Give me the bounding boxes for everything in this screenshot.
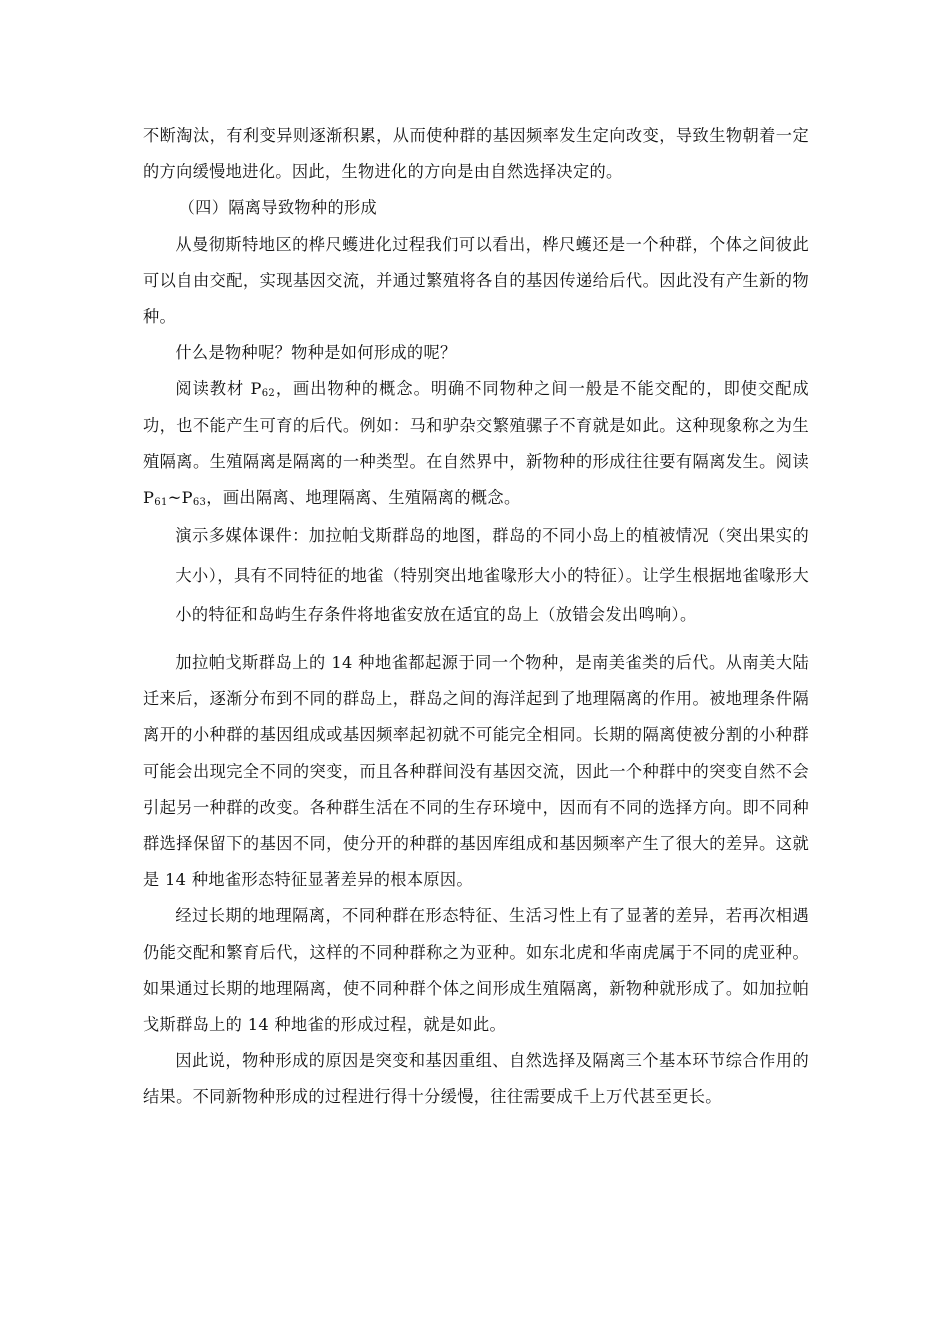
section-heading-isolation: （四）隔离导致物种的形成 bbox=[178, 198, 378, 218]
paragraph-subspecies: 经过长期的地理隔离，不同种群在形态特征、生活习性上有了显著的差异，若再次相遇仍能交配和繁育后代，这样的不同种群称之为亚种。如东北虎和华南虎属于不同的虎亚种。如果通过长期的地理隔离，使不同种群个体之间形成生殖隔离，新物种就形成了。如加拉帕戈斯群岛上的 14 种地雀的形成过程，就是如此。 bbox=[143, 906, 809, 1035]
paragraph-multimedia-demo: 演示多媒体课件：加拉帕戈斯群岛的地图，群岛的不同小岛上的植被情况（突出果实的大小），具有不同特征的地雀（特别突出地雀喙形大小的特征）。让学生根据地雀喙形大小的特征和岛屿生存条件将地雀安放在适宜的岛上（放错会发出鸣响）。 bbox=[175, 526, 809, 625]
text-run: ，画出物种的概念。明确不同物种之间一般是不能交配的，即使交配成功，也不能产生可育的后代。例如：马和驴杂交繁殖骡子不育就是如此。这种现象称之为生殖隔离。生殖隔离是隔离的一种类型。在自然界中，新物种的形成往往要有隔离发生。阅读 P bbox=[143, 379, 809, 508]
paragraph-peppered-moth: 从曼彻斯特地区的桦尺蠖进化过程我们可以看出，桦尺蠖还是一个种群，个体之间彼此可以自由交配，实现基因交流，并通过繁殖将各自的基因传递给后代。因此没有产生新的物种。 bbox=[143, 234, 809, 327]
paragraph-galapagos-finches: 加拉帕戈斯群岛上的 14 种地雀都起源于同一个物种，是南美雀类的后代。从南美大陆迁来后，逐渐分布到不同的群岛上，群岛之间的海洋起到了地理隔离的作用。被地理条件隔离开的小种群的基因组成或基因频率起初就不可能完全相同。长期的隔离使被分割的小种群可能会出现完全不同的突变，而且各种群间没有基因交流，因此一个种群中的突变自然不会引起另一种群的改变。各种群生活在不同的生存环境中，因而有不同的选择方向。即不同种群选择保留下的基因不同，使分开的种群的基因库组成和基因频率产生了很大的差异。这就是 14 种地雀形态特征显著差异的根本原因。 bbox=[143, 653, 809, 890]
text-run: 阅读教材 P bbox=[175, 379, 262, 399]
text-run: ，画出隔离、地理隔离、生殖隔离的概念。 bbox=[206, 488, 521, 508]
paragraph-conclusion: 因此说，物种形成的原因是突变和基因重组、自然选择及隔离三个基本环节综合作用的结果。不同新物种形成的过程进行得十分缓慢，往往需要成千上万代甚至更长。 bbox=[143, 1051, 809, 1107]
text-run: ~P bbox=[167, 488, 193, 508]
page-subscript: 63 bbox=[192, 497, 207, 509]
paragraph-natural-selection-direction: 不断淘汰，有利变异则逐渐积累，从而使种群的基因频率发生定向改变，导致生物朝着一定的方向缓慢地进化。因此，生物进化的方向是由自然选择决定的。 bbox=[143, 126, 809, 182]
page-subscript: 62 bbox=[261, 388, 276, 400]
page-subscript: 61 bbox=[154, 497, 168, 509]
document-body bbox=[143, 118, 809, 1116]
paragraph-read-textbook bbox=[143, 371, 809, 516]
paragraph-question-species: 什么是物种呢？物种是如何形成的呢？ bbox=[175, 343, 457, 363]
